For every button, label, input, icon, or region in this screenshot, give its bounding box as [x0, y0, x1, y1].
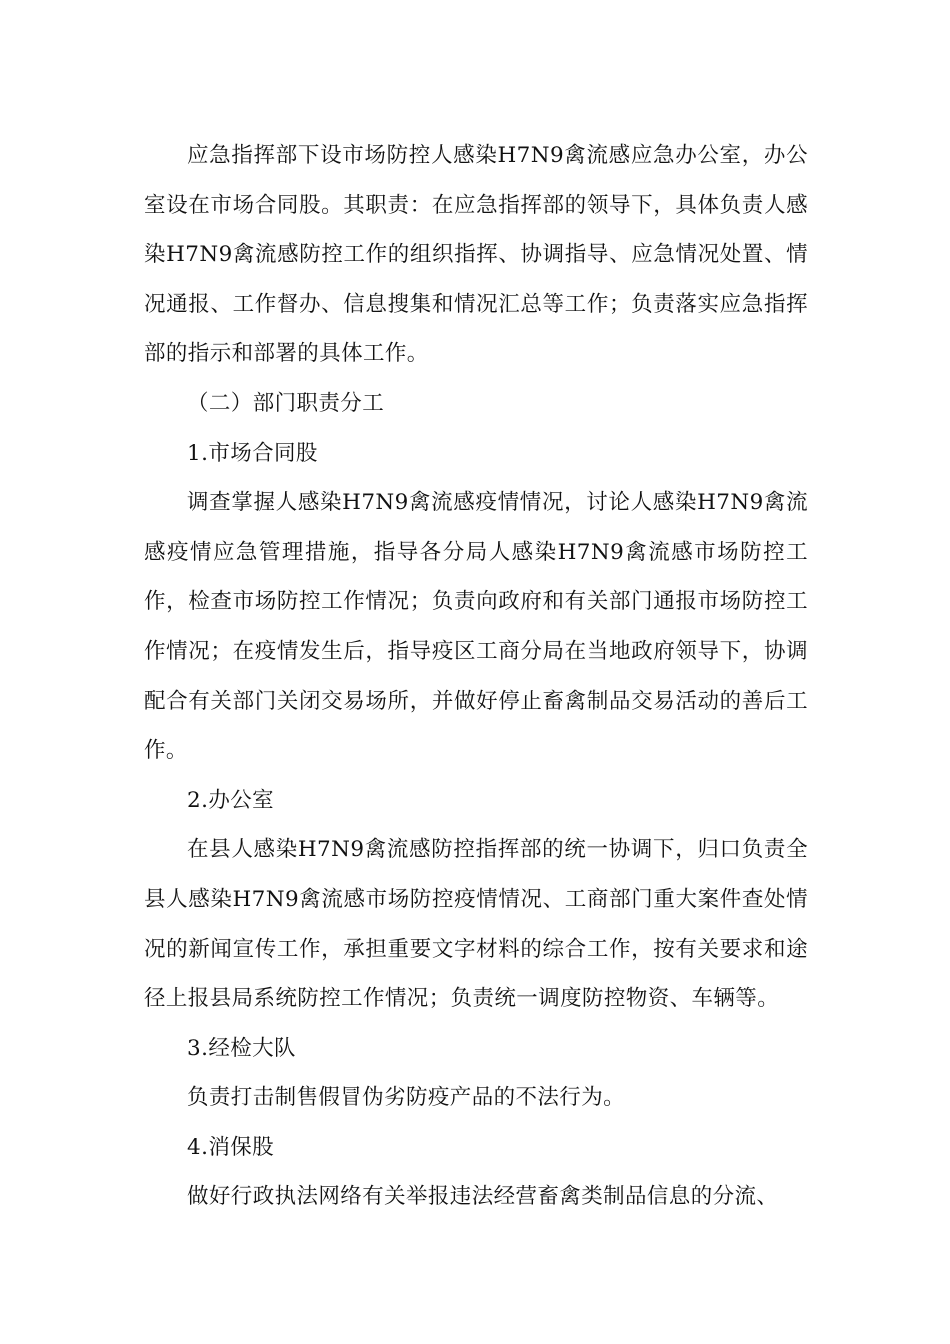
subheading-market-contract: 1.市场合同股 — [187, 440, 318, 466]
paragraph-office: 在县人感染H7N9禽流感防控指挥部的统一协调下，归口负责全县人感染H7N9禽流感市场防控疫情情况、工商部门重大案件查处情况的新闻宣传工作，承担重要文字材料的综合工作，按有关要求和途径上报县局系统防控工作情况；负责统一调度防控物资、车辆等。 — [144, 837, 808, 1012]
document-body — [144, 131, 808, 1222]
paragraph-inspection-brigade: 负责打击制售假冒伪劣防疫产品的不法行为。 — [187, 1085, 626, 1111]
section-heading-department-duties: （二）部门职责分工 — [187, 390, 385, 416]
subheading-consumer-protection: 4.消保股 — [187, 1134, 275, 1160]
paragraph-office-duties: 应急指挥部下设市场防控人感染H7N9禽流感应急办公室，办公室设在市场合同股。其职责：在应急指挥部的领导下，具体负责人感染H7N9禽流感防控工作的组织指挥、协调指导、应急情况处置、情况通报、工作督办、信息搜集和情况汇总等工作；负责落实应急指挥部的指示和部署的具体工作。 — [144, 143, 808, 367]
paragraph-consumer-protection: 做好行政执法网络有关举报违法经营畜禽类制品信息的分流、 — [187, 1184, 779, 1210]
paragraph-market-contract: 调查掌握人感染H7N9禽流感疫情情况，讨论人感染H7N9禽流感疫情应急管理措施，指导各分局人感染H7N9禽流感市场防控工作，检查市场防控工作情况；负责向政府和有关部门通报市场防控工作情况；在疫情发生后，指导疫区工商分局在当地政府领导下，协调配合有关部门关闭交易场所，并做好停止畜禽制品交易活动的善后工作。 — [144, 490, 808, 764]
subheading-office: 2.办公室 — [187, 787, 275, 813]
subheading-inspection-brigade: 3.经检大队 — [187, 1035, 296, 1061]
